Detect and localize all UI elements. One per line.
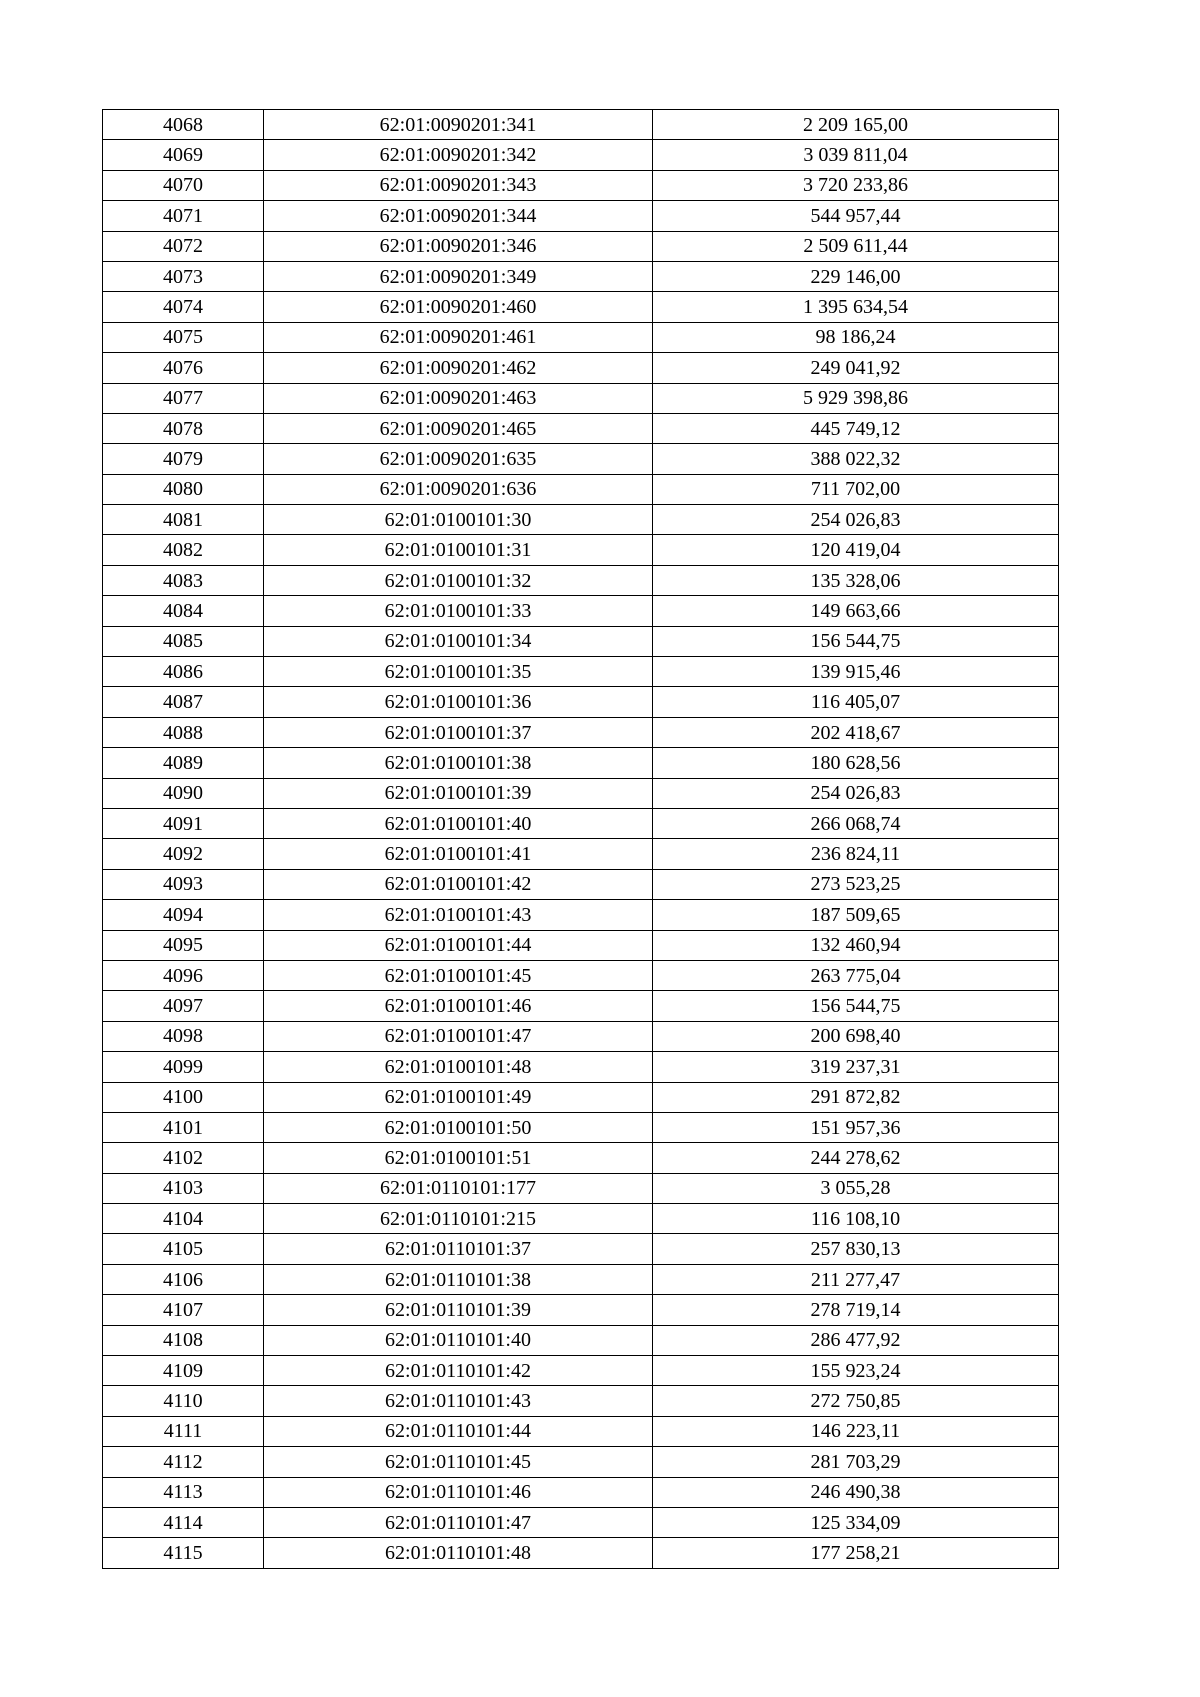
cadastral-number-cell: 62:01:0100101:43 — [264, 900, 653, 930]
table-row — [103, 1143, 1059, 1173]
table-row — [103, 1052, 1059, 1082]
cadastral-number-cell: 62:01:0100101:30 — [264, 505, 653, 535]
cadastral-number-cell: 62:01:0110101:43 — [264, 1386, 653, 1416]
cadastral-value-cell: 156 544,75 — [653, 991, 1059, 1021]
cadastral-number-cell: 62:01:0100101:35 — [264, 657, 653, 687]
row-number-cell: 4084 — [103, 596, 264, 626]
cadastral-value-cell: 711 702,00 — [653, 474, 1059, 504]
table-row — [103, 1538, 1059, 1568]
row-number-cell: 4074 — [103, 292, 264, 322]
row-number-cell: 4107 — [103, 1295, 264, 1325]
cadastral-number-cell: 62:01:0110101:39 — [264, 1295, 653, 1325]
cadastral-number-cell: 62:01:0100101:47 — [264, 1021, 653, 1051]
cadastral-value-cell: 291 872,82 — [653, 1082, 1059, 1112]
row-number-cell: 4077 — [103, 383, 264, 413]
row-number-cell: 4094 — [103, 900, 264, 930]
cadastral-number-cell: 62:01:0090201:465 — [264, 413, 653, 443]
table-row — [103, 596, 1059, 626]
cadastral-value-cell: 388 022,32 — [653, 444, 1059, 474]
row-number-cell: 4071 — [103, 201, 264, 231]
cadastral-value-cell: 177 258,21 — [653, 1538, 1059, 1568]
cadastral-value-cell: 272 750,85 — [653, 1386, 1059, 1416]
cadastral-value-cell: 2 509 611,44 — [653, 231, 1059, 261]
table-row — [103, 687, 1059, 717]
cadastral-value-cell: 249 041,92 — [653, 353, 1059, 383]
cadastral-number-cell: 62:01:0090201:463 — [264, 383, 653, 413]
row-number-cell: 4095 — [103, 930, 264, 960]
row-number-cell: 4115 — [103, 1538, 264, 1568]
row-number-cell: 4096 — [103, 960, 264, 990]
cadastral-number-cell: 62:01:0100101:48 — [264, 1052, 653, 1082]
cadastral-number-cell: 62:01:0110101:215 — [264, 1204, 653, 1234]
cadastral-number-cell: 62:01:0110101:44 — [264, 1416, 653, 1446]
table-row — [103, 1356, 1059, 1386]
table-row — [103, 1173, 1059, 1203]
table-row — [103, 292, 1059, 322]
cadastral-number-cell: 62:01:0090201:341 — [264, 110, 653, 140]
cadastral-number-cell: 62:01:0110101:48 — [264, 1538, 653, 1568]
cadastral-number-cell: 62:01:0100101:45 — [264, 960, 653, 990]
row-number-cell: 4076 — [103, 353, 264, 383]
cadastral-value-cell: 98 186,24 — [653, 322, 1059, 352]
table-row — [103, 1477, 1059, 1507]
table-row — [103, 474, 1059, 504]
cadastral-value-cell: 125 334,09 — [653, 1507, 1059, 1537]
row-number-cell: 4098 — [103, 1021, 264, 1051]
cadastral-value-cell: 246 490,38 — [653, 1477, 1059, 1507]
table-row — [103, 1507, 1059, 1537]
cadastral-value-cell: 187 509,65 — [653, 900, 1059, 930]
row-number-cell: 4100 — [103, 1082, 264, 1112]
table-row — [103, 383, 1059, 413]
cadastral-number-cell: 62:01:0100101:37 — [264, 717, 653, 747]
cadastral-value-cell: 200 698,40 — [653, 1021, 1059, 1051]
table-row — [103, 900, 1059, 930]
cadastral-number-cell: 62:01:0100101:46 — [264, 991, 653, 1021]
table-row — [103, 748, 1059, 778]
row-number-cell: 4086 — [103, 657, 264, 687]
row-number-cell: 4112 — [103, 1447, 264, 1477]
table-row — [103, 1204, 1059, 1234]
cadastral-value-cell: 155 923,24 — [653, 1356, 1059, 1386]
table-row — [103, 505, 1059, 535]
cadastral-value-cell: 156 544,75 — [653, 626, 1059, 656]
cadastral-number-cell: 62:01:0100101:31 — [264, 535, 653, 565]
row-number-cell: 4085 — [103, 626, 264, 656]
row-number-cell: 4080 — [103, 474, 264, 504]
row-number-cell: 4068 — [103, 110, 264, 140]
cadastral-value-cell: 2 209 165,00 — [653, 110, 1059, 140]
row-number-cell: 4109 — [103, 1356, 264, 1386]
cadastral-value-cell: 3 055,28 — [653, 1173, 1059, 1203]
cadastral-value-table — [102, 109, 1059, 1569]
row-number-cell: 4070 — [103, 170, 264, 200]
row-number-cell: 4087 — [103, 687, 264, 717]
table-row — [103, 1234, 1059, 1264]
cadastral-value-cell: 445 749,12 — [653, 413, 1059, 443]
cadastral-number-cell: 62:01:0100101:49 — [264, 1082, 653, 1112]
table-row — [103, 1416, 1059, 1446]
row-number-cell: 4075 — [103, 322, 264, 352]
cadastral-number-cell: 62:01:0100101:39 — [264, 778, 653, 808]
row-number-cell: 4083 — [103, 565, 264, 595]
cadastral-value-cell: 286 477,92 — [653, 1325, 1059, 1355]
cadastral-value-cell: 202 418,67 — [653, 717, 1059, 747]
table-row — [103, 413, 1059, 443]
cadastral-value-cell: 278 719,14 — [653, 1295, 1059, 1325]
cadastral-number-cell: 62:01:0100101:33 — [264, 596, 653, 626]
cadastral-value-cell: 244 278,62 — [653, 1143, 1059, 1173]
table-row — [103, 261, 1059, 291]
table-row — [103, 808, 1059, 838]
cadastral-value-cell: 211 277,47 — [653, 1264, 1059, 1294]
table-body — [103, 110, 1059, 1569]
row-number-cell: 4099 — [103, 1052, 264, 1082]
table-row — [103, 1447, 1059, 1477]
table-row — [103, 869, 1059, 899]
cadastral-value-cell: 544 957,44 — [653, 201, 1059, 231]
row-number-cell: 4089 — [103, 748, 264, 778]
row-number-cell: 4081 — [103, 505, 264, 535]
row-number-cell: 4069 — [103, 140, 264, 170]
cadastral-number-cell: 62:01:0090201:342 — [264, 140, 653, 170]
cadastral-number-cell: 62:01:0100101:51 — [264, 1143, 653, 1173]
table-row — [103, 231, 1059, 261]
table-row — [103, 565, 1059, 595]
table-row — [103, 657, 1059, 687]
cadastral-value-cell: 116 405,07 — [653, 687, 1059, 717]
cadastral-value-cell: 266 068,74 — [653, 808, 1059, 838]
table-row — [103, 1112, 1059, 1142]
cadastral-value-cell: 3 720 233,86 — [653, 170, 1059, 200]
table-row — [103, 535, 1059, 565]
cadastral-number-cell: 62:01:0090201:349 — [264, 261, 653, 291]
cadastral-value-cell: 116 108,10 — [653, 1204, 1059, 1234]
cadastral-number-cell: 62:01:0090201:461 — [264, 322, 653, 352]
cadastral-number-cell: 62:01:0100101:36 — [264, 687, 653, 717]
cadastral-value-cell: 1 395 634,54 — [653, 292, 1059, 322]
cadastral-number-cell: 62:01:0090201:346 — [264, 231, 653, 261]
table-row — [103, 960, 1059, 990]
row-number-cell: 4104 — [103, 1204, 264, 1234]
cadastral-number-cell: 62:01:0090201:344 — [264, 201, 653, 231]
row-number-cell: 4106 — [103, 1264, 264, 1294]
table-row — [103, 353, 1059, 383]
row-number-cell: 4090 — [103, 778, 264, 808]
row-number-cell: 4097 — [103, 991, 264, 1021]
cadastral-number-cell: 62:01:0110101:177 — [264, 1173, 653, 1203]
row-number-cell: 4093 — [103, 869, 264, 899]
table-row — [103, 778, 1059, 808]
row-number-cell: 4088 — [103, 717, 264, 747]
cadastral-number-cell: 62:01:0100101:50 — [264, 1112, 653, 1142]
row-number-cell: 4113 — [103, 1477, 264, 1507]
table-row — [103, 170, 1059, 200]
cadastral-number-cell: 62:01:0090201:635 — [264, 444, 653, 474]
cadastral-value-cell: 254 026,83 — [653, 505, 1059, 535]
table-row — [103, 626, 1059, 656]
row-number-cell: 4103 — [103, 1173, 264, 1203]
cadastral-number-cell: 62:01:0100101:38 — [264, 748, 653, 778]
cadastral-number-cell: 62:01:0100101:34 — [264, 626, 653, 656]
cadastral-value-cell: 236 824,11 — [653, 839, 1059, 869]
cadastral-value-cell: 281 703,29 — [653, 1447, 1059, 1477]
cadastral-value-cell: 273 523,25 — [653, 869, 1059, 899]
table-row — [103, 1325, 1059, 1355]
row-number-cell: 4079 — [103, 444, 264, 474]
cadastral-value-cell: 120 419,04 — [653, 535, 1059, 565]
table-row — [103, 110, 1059, 140]
cadastral-number-cell: 62:01:0090201:460 — [264, 292, 653, 322]
cadastral-number-cell: 62:01:0100101:44 — [264, 930, 653, 960]
table-row — [103, 1295, 1059, 1325]
table-row — [103, 140, 1059, 170]
table-row — [103, 930, 1059, 960]
cadastral-number-cell: 62:01:0100101:40 — [264, 808, 653, 838]
cadastral-value-cell: 180 628,56 — [653, 748, 1059, 778]
row-number-cell: 4091 — [103, 808, 264, 838]
cadastral-number-cell: 62:01:0110101:37 — [264, 1234, 653, 1264]
cadastral-value-cell: 254 026,83 — [653, 778, 1059, 808]
row-number-cell: 4111 — [103, 1416, 264, 1446]
cadastral-value-cell: 135 328,06 — [653, 565, 1059, 595]
row-number-cell: 4073 — [103, 261, 264, 291]
row-number-cell: 4108 — [103, 1325, 264, 1355]
table-row — [103, 717, 1059, 747]
row-number-cell: 4102 — [103, 1143, 264, 1173]
cadastral-number-cell: 62:01:0110101:42 — [264, 1356, 653, 1386]
row-number-cell: 4078 — [103, 413, 264, 443]
cadastral-value-cell: 139 915,46 — [653, 657, 1059, 687]
cadastral-value-cell: 229 146,00 — [653, 261, 1059, 291]
cadastral-number-cell: 62:01:0090201:462 — [264, 353, 653, 383]
row-number-cell: 4092 — [103, 839, 264, 869]
table-row — [103, 1082, 1059, 1112]
row-number-cell: 4101 — [103, 1112, 264, 1142]
cadastral-value-cell: 257 830,13 — [653, 1234, 1059, 1264]
cadastral-number-cell: 62:01:0110101:38 — [264, 1264, 653, 1294]
cadastral-value-cell: 319 237,31 — [653, 1052, 1059, 1082]
cadastral-number-cell: 62:01:0100101:41 — [264, 839, 653, 869]
row-number-cell: 4082 — [103, 535, 264, 565]
cadastral-number-cell: 62:01:0100101:32 — [264, 565, 653, 595]
cadastral-number-cell: 62:01:0110101:45 — [264, 1447, 653, 1477]
cadastral-number-cell: 62:01:0110101:40 — [264, 1325, 653, 1355]
table-row — [103, 1386, 1059, 1416]
table-row — [103, 991, 1059, 1021]
cadastral-value-cell: 149 663,66 — [653, 596, 1059, 626]
table-row — [103, 201, 1059, 231]
row-number-cell: 4110 — [103, 1386, 264, 1416]
table-row — [103, 839, 1059, 869]
cadastral-number-cell: 62:01:0110101:47 — [264, 1507, 653, 1537]
cadastral-number-cell: 62:01:0110101:46 — [264, 1477, 653, 1507]
table-row — [103, 322, 1059, 352]
table-row — [103, 444, 1059, 474]
cadastral-number-cell: 62:01:0100101:42 — [264, 869, 653, 899]
cadastral-value-cell: 132 460,94 — [653, 930, 1059, 960]
row-number-cell: 4114 — [103, 1507, 264, 1537]
cadastral-number-cell: 62:01:0090201:343 — [264, 170, 653, 200]
row-number-cell: 4105 — [103, 1234, 264, 1264]
cadastral-number-cell: 62:01:0090201:636 — [264, 474, 653, 504]
cadastral-value-cell: 3 039 811,04 — [653, 140, 1059, 170]
cadastral-value-cell: 151 957,36 — [653, 1112, 1059, 1142]
table-row — [103, 1264, 1059, 1294]
cadastral-value-cell: 263 775,04 — [653, 960, 1059, 990]
row-number-cell: 4072 — [103, 231, 264, 261]
cadastral-value-cell: 5 929 398,86 — [653, 383, 1059, 413]
cadastral-value-cell: 146 223,11 — [653, 1416, 1059, 1446]
table-row — [103, 1021, 1059, 1051]
